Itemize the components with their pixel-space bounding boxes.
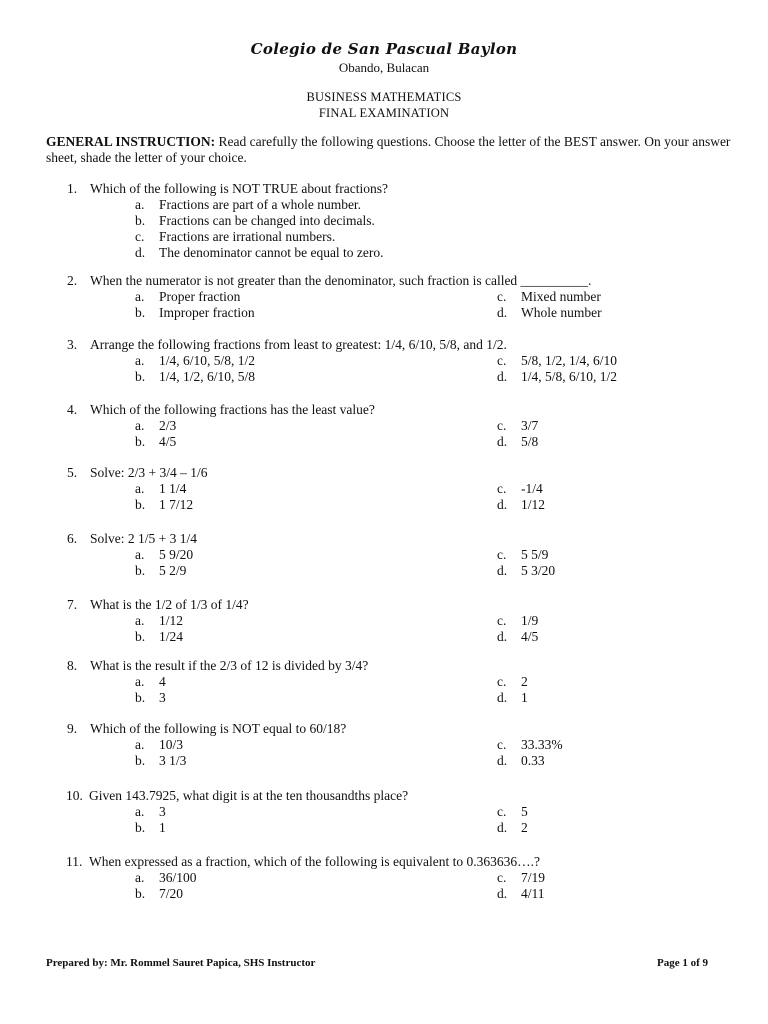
question-text: Which of the following is NOT equal to 60/18? — [90, 721, 347, 736]
option-b: b. Fractions can be changed into decimals. — [135, 213, 375, 228]
question-text: When the numerator is not greater than the denominator, such fraction is called __________. — [90, 273, 592, 288]
option-c: c. 3/7 — [497, 418, 539, 433]
question-6 — [67, 531, 747, 579]
question-number: 1. — [67, 181, 78, 196]
subject-title: BUSINESS MATHEMATICS — [306, 90, 462, 104]
option-b: b. 5 2/9 — [135, 563, 187, 578]
option-b: b. 1 7/12 — [135, 497, 194, 512]
option-b: b. 3 1/3 — [135, 753, 187, 768]
option-b: b. 3 — [135, 690, 166, 705]
question-text: What is the 1/2 of 1/3 of 1/4? — [90, 597, 249, 612]
option-d: d. 5/8 — [497, 434, 539, 449]
question-number: 4. — [67, 402, 78, 417]
question-number: 7. — [67, 597, 78, 612]
option-d: d. The denominator cannot be equal to zero. — [135, 245, 384, 260]
option-a: a. 4 — [135, 674, 166, 689]
question-number: 11. — [66, 854, 83, 869]
question-11 — [67, 854, 747, 902]
option-list — [135, 197, 747, 261]
option-a: a. 1/4, 6/10, 5/8, 1/2 — [135, 353, 256, 368]
option-d: d. 0.33 — [497, 753, 545, 768]
instruction-text: Read carefully the following questions. Choose the letter of the BEST answer. On your answer sheet, shade the letter of your choice. — [46, 134, 731, 165]
option-a: a. 5 9/20 — [135, 547, 194, 562]
question-number: 5. — [67, 465, 78, 480]
question-number: 3. — [67, 337, 78, 352]
question-1 — [67, 181, 747, 261]
question-5 — [67, 465, 747, 513]
general-instruction — [46, 134, 736, 166]
question-text: What is the result if the 2/3 of 12 is divided by 3/4? — [90, 658, 369, 673]
question-number: 9. — [67, 721, 78, 736]
option-d: d. 4/11 — [497, 886, 545, 901]
question-3 — [67, 337, 747, 385]
question-text: Solve: 2 1/5 + 3 1/4 — [90, 531, 197, 546]
question-text: Given 143.7925, what digit is at the ten thousandths place? — [89, 788, 409, 803]
question-4 — [67, 402, 747, 450]
option-d: d. Whole number — [497, 305, 602, 320]
question-number: 8. — [67, 658, 78, 673]
question-text: Which of the following fractions has the least value? — [90, 402, 375, 417]
option-d: d. 1 — [497, 690, 528, 705]
option-c: c. 1/9 — [497, 613, 539, 628]
option-b: b. 1 — [135, 820, 166, 835]
question-7 — [67, 597, 747, 645]
option-a: a. Fractions are part of a whole number. — [135, 197, 362, 212]
page-number: Page 1 of 9 — [656, 957, 708, 969]
option-d: d. 5 3/20 — [497, 563, 556, 578]
question-10 — [67, 788, 747, 836]
question-number: 10. — [66, 788, 83, 803]
question-text: Solve: 2/3 + 3/4 – 1/6 — [90, 465, 208, 480]
option-c: c. 5/8, 1/2, 1/4, 6/10 — [497, 353, 618, 368]
option-a: a. 1/12 — [135, 613, 184, 628]
prepared-by: Prepared by: Mr. Rommel Sauret Papica, SHS Instructor — [46, 957, 316, 969]
option-b: b. 1/4, 1/2, 6/10, 5/8 — [135, 369, 256, 384]
option-c: c. 33.33% — [497, 737, 563, 752]
question-number: 2. — [67, 273, 78, 288]
option-b: b. 1/24 — [135, 629, 184, 644]
option-c: c. -1/4 — [497, 481, 543, 496]
option-a: a. 1 1/4 — [135, 481, 187, 496]
option-d: d. 4/5 — [497, 629, 539, 644]
question-text: When expressed as a fraction, which of the following is equivalent to 0.363636….? — [89, 854, 541, 869]
question-text: Arrange the following fractions from least to greatest: 1/4, 6/10, 5/8, and 1/2. — [90, 337, 507, 352]
option-a: a. 2/3 — [135, 418, 177, 433]
question-9 — [67, 721, 747, 769]
option-c: c. 5 — [497, 804, 528, 819]
question-text: Which of the following is NOT TRUE about fractions? — [90, 181, 388, 196]
instruction-label: GENERAL INSTRUCTION: — [46, 134, 216, 149]
option-c: c. Fractions are irrational numbers. — [135, 229, 336, 244]
question-number: 6. — [67, 531, 78, 546]
school-name: Colegio de San Pascual Baylon — [250, 40, 518, 58]
option-a: a. 36/100 — [135, 870, 197, 885]
option-b: b. 4/5 — [135, 434, 177, 449]
option-d: d. 2 — [497, 820, 528, 835]
option-c: c. 7/19 — [497, 870, 546, 885]
option-c: c. 5 5/9 — [497, 547, 549, 562]
school-town: Obando, Bulacan — [338, 60, 430, 75]
exam-title: FINAL EXAMINATION — [318, 106, 450, 120]
option-d: d. 1/12 — [497, 497, 546, 512]
option-b: b. 7/20 — [135, 886, 184, 901]
question-8 — [67, 658, 747, 706]
option-c: c. 2 — [497, 674, 528, 689]
option-a: a. Proper fraction — [135, 289, 241, 304]
option-a: a. 10/3 — [135, 737, 184, 752]
option-d: d. 1/4, 5/8, 6/10, 1/2 — [497, 369, 618, 384]
option-c: c. Mixed number — [497, 289, 601, 304]
option-b: b. Improper fraction — [135, 305, 255, 320]
question-2 — [67, 273, 747, 321]
option-a: a. 3 — [135, 804, 166, 819]
